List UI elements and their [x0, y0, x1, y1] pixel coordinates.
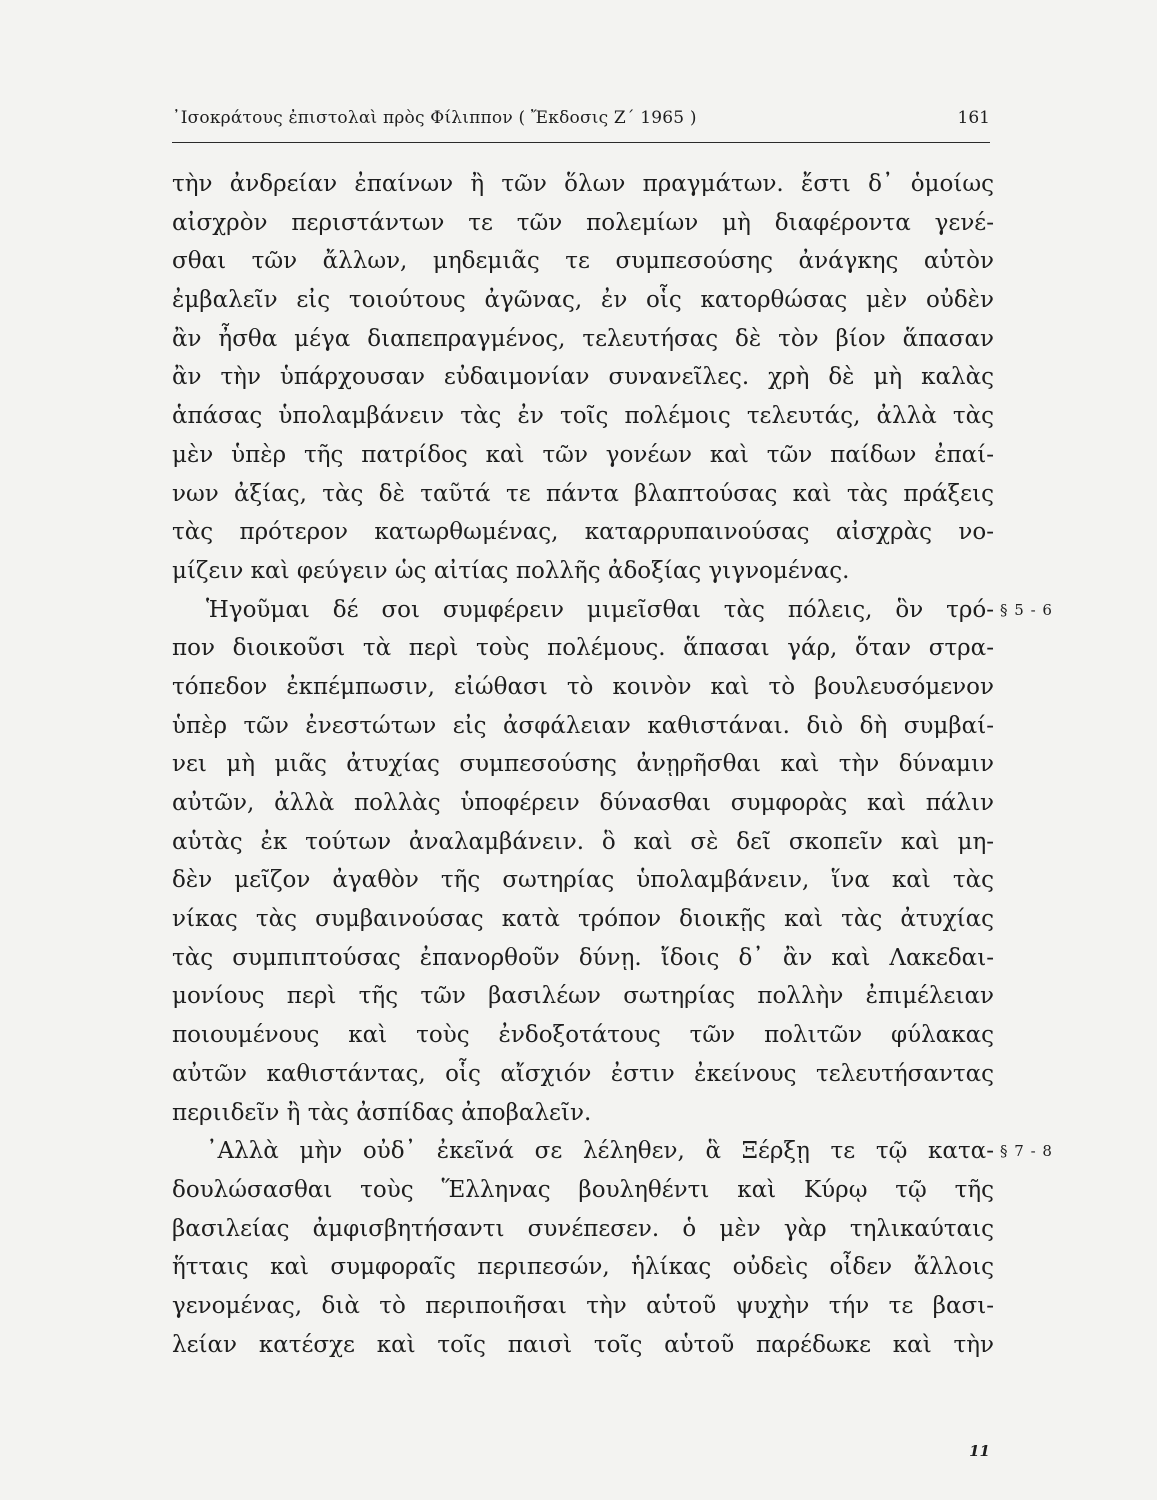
text-line: ἂν ἦσθα μέγα διαπεπραγμένος, τελευτήσας δὲ τὸν βίον ἅπασαν — [172, 325, 994, 352]
text-line: βασιλείας ἀμφισβητήσαντι συνέπεσεν. ὁ μὲν γὰρ τηλικαύταις — [172, 1215, 994, 1242]
running-header — [172, 104, 990, 143]
signature-mark: 11 — [969, 1442, 990, 1460]
header-title: ᾿Ισοκράτους ἐπιστολαὶ πρὸς Φίλιππον ( Ἔκδοσις Ζ΄ 1965 ) — [172, 108, 697, 128]
body-text — [172, 165, 1053, 1364]
text-line: τὰς πρότερον κατωρθωμένας, καταρρυπαινούσας αἰσχρὰς νο- — [172, 519, 994, 546]
text-line: σθαι τῶν ἄλλων, μηδεμιᾶς τε συμπεσούσης ἀνάγκης αὑτὸν — [172, 248, 994, 275]
text-line: ἥτταις καὶ συμφοραῖς περιπεσών, ἡλίκας οὐδεὶς οἶδεν ἄλλοις — [172, 1254, 994, 1281]
text-line: μονίους περὶ τῆς τῶν βασιλέων σωτηρίας πολλὴν ἐπιμέλειαν — [172, 983, 994, 1010]
text-line: νων ἀξίας, τὰς δὲ ταῦτά τε πάντα βλαπτούσας καὶ τὰς πράξεις — [172, 480, 994, 507]
text-line: τὰς συμπιπτούσας ἐπανορθοῦν δύνῃ. ἴδοις δ᾽ ἂν καὶ Λακεδαι- — [172, 944, 994, 971]
text-line: πον διοικοῦσι τὰ περὶ τοὺς πολέμους. ἅπασαι γάρ, ὅταν στρα- — [172, 635, 994, 662]
section-reference: § 7 - 8 — [1000, 1142, 1053, 1161]
text-line: νίκας τὰς συμβαινούσας κατὰ τρόπον διοικῇς καὶ τὰς ἀτυχίας — [172, 906, 994, 933]
text-line: ἁπάσας ὑπολαμβάνειν τὰς ἐν τοῖς πολέμοις τελευτάς, ἀλλὰ τὰς — [172, 403, 994, 430]
paragraph-start-line — [172, 1132, 1053, 1171]
section-reference: § 5 - 6 — [1000, 600, 1053, 619]
text-line: νει μὴ μιᾶς ἀτυχίας συμπεσούσης ἀνῃρῆσθαι καὶ τὴν δύναμιν — [172, 751, 994, 778]
text-line-content: ᾿Αλλὰ μὴν οὐδ᾽ ἐκεῖνά σε λέληθεν, ἃ Ξέρξῃ τε τῷ κατα- — [206, 1138, 994, 1165]
text-line: ἐμβαλεῖν εἰς τοιούτους ἀγῶνας, ἐν οἷς κατορθώσας μὲν οὐδὲν — [172, 287, 994, 314]
page-number: 161 — [957, 108, 990, 128]
text-line: ὑπὲρ τῶν ἐνεστώτων εἰς ἀσφάλειαν καθιστάναι. διὸ δὴ συμβαί- — [172, 712, 994, 739]
text-line: τόπεδον ἐκπέμπωσιν, εἰώθασι τὸ κοινὸν καὶ τὸ βουλευσόμενον — [172, 673, 994, 700]
text-line: ποιουμένους καὶ τοὺς ἐνδοξοτάτους τῶν πολιτῶν φύλακας — [172, 1022, 994, 1049]
text-line: λείαν κατέσχε καὶ τοῖς παισὶ τοῖς αὑτοῦ παρέδωκε καὶ τὴν — [172, 1331, 994, 1358]
text-line: αὐτῶν, ἀλλὰ πολλὰς ὑποφέρειν δύνασθαι συμφορὰς καὶ πάλιν — [172, 790, 994, 816]
text-line: αἰσχρὸν περιστάντων τε τῶν πολεμίων μὴ διαφέροντα γενέ- — [172, 209, 994, 236]
text-line: τὴν ἀνδρείαν ἐπαίνων ἢ τῶν ὅλων πραγμάτων. ἔστι δ᾽ ὁμοίως — [172, 171, 994, 197]
text-line: γενομένας, διὰ τὸ περιποιῆσαι τὴν αὑτοῦ ψυχὴν τήν τε βασι- — [172, 1292, 994, 1319]
text-line: μίζειν καὶ φεύγειν ὡς αἰτίας πολλῆς ἀδοξίας γιγνομένας. — [172, 557, 850, 584]
paragraph-start-line — [172, 591, 1053, 630]
text-line: ἂν τὴν ὑπάρχουσαν εὐδαιμονίαν συνανεῖλες. χρὴ δὲ μὴ καλὰς — [172, 364, 994, 391]
text-line-content: Ἡγοῦμαι δέ σοι συμφέρειν μιμεῖσθαι τὰς πόλεις, ὃν τρό- — [206, 596, 994, 623]
text-line: περιιδεῖν ἢ τὰς ἀσπίδας ἀποβαλεῖν. — [172, 1099, 592, 1126]
text-line: μὲν ὑπὲρ τῆς πατρίδος καὶ τῶν γονέων καὶ τῶν παίδων ἐπαί- — [172, 441, 994, 468]
text-line: αὑτὰς ἐκ τούτων ἀναλαμβάνειν. ὃ καὶ σὲ δεῖ σκοπεῖν καὶ μη- — [172, 828, 994, 855]
text-line: δουλώσασθαι τοὺς Ἕλληνας βουληθέντι καὶ Κύρῳ τῷ τῆς — [172, 1176, 994, 1203]
text-line: αὐτῶν καθιστάντας, οἷς αἴσχιόν ἐστιν ἐκείνους τελευτήσαντας — [172, 1060, 994, 1087]
text-line: δὲν μεῖζον ἀγαθὸν τῆς σωτηρίας ὑπολαμβάνειν, ἵνα καὶ τὰς — [172, 867, 994, 894]
